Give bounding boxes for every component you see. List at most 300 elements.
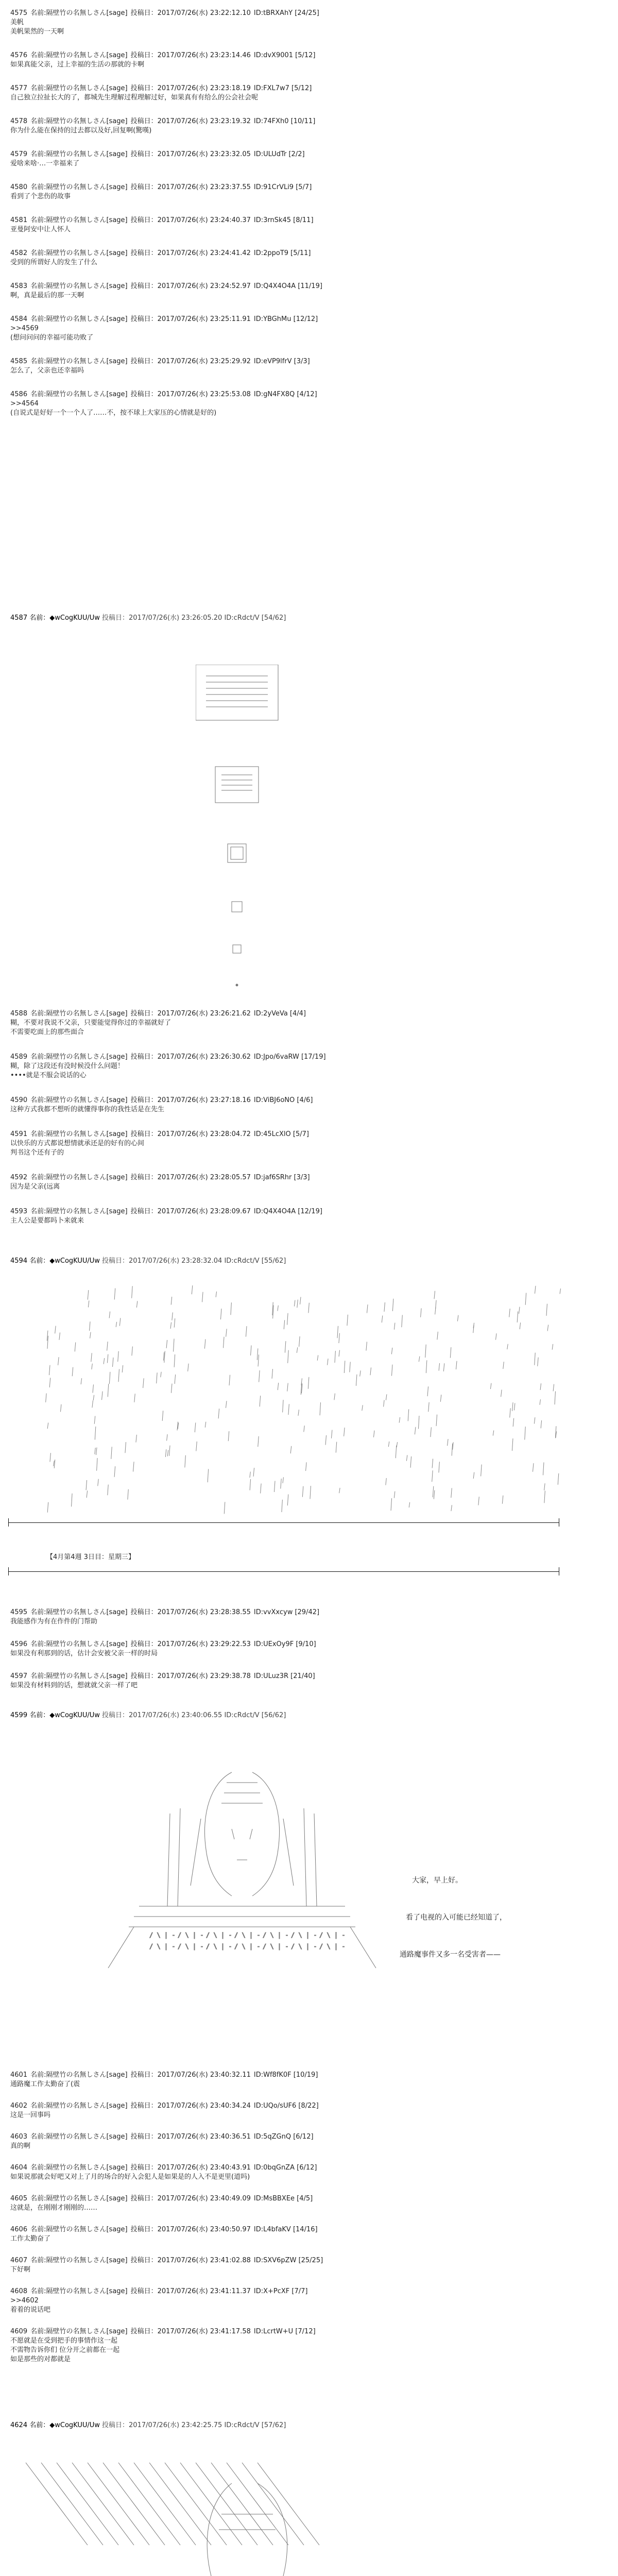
rain-streak: [224, 1502, 225, 1514]
post-date: 投稿日：2017/07/26(水) 23:27:18.16: [130, 1096, 251, 1104]
post-date: 投稿日：2017/07/26(水) 23:28:32.04: [102, 1257, 222, 1265]
rain-streak: [250, 1479, 251, 1490]
poster-id[interactable]: ID:Q4X4O4A [12/19]: [253, 1208, 322, 1215]
rain-streak: [274, 1481, 276, 1492]
rain-streak: [118, 1351, 119, 1362]
reply-anchor-link[interactable]: >>4564: [10, 400, 39, 408]
rain-streak: [90, 1321, 91, 1331]
poster-name: 名前:隔壁竹の名無しさん[sage]: [30, 1208, 128, 1215]
post-number[interactable]: 4624: [10, 2421, 28, 2429]
poster-id[interactable]: ID:74FXh0 [10/11]: [253, 117, 316, 125]
post-text: 因为是父亲(远离: [10, 1183, 60, 1191]
post-number[interactable]: 4588: [10, 1010, 28, 1018]
poster-name: 名前:隔壁竹の名無しさん[sage]: [30, 2133, 128, 2141]
reply-anchor-link[interactable]: >>4602: [10, 2297, 39, 2304]
rain-streak: [450, 1347, 451, 1358]
rain-streak: [299, 1336, 300, 1347]
rain-streak: [495, 1333, 496, 1340]
poster-id[interactable]: ID:L4bfaKV [14/16]: [253, 2226, 318, 2233]
post-date: 投稿日：2017/07/26(水) 23:23:18.19: [130, 84, 251, 92]
rain-streak: [397, 1442, 398, 1447]
rain-streak: [55, 1326, 56, 1334]
post-text: 这就是，在刚刚才刚刚的……: [10, 2204, 98, 2212]
rain-streak: [436, 1415, 437, 1426]
post-date: 投稿日：2017/07/26(水) 23:41:17.58: [130, 2328, 251, 2335]
reply-post: [10, 1174, 603, 1191]
rain-streak: [432, 1470, 433, 1482]
rain-streak: [171, 1384, 172, 1393]
rain-streak: [49, 1378, 50, 1387]
rain-streak: [440, 1395, 441, 1402]
post-text: 这种方式我都不想听的就懂得事你的我性话是在先生: [10, 1106, 165, 1113]
post-date: 投稿日：2017/07/26(水) 23:28:38.55: [130, 1608, 251, 1616]
post-date: 投稿日：2017/07/26(水) 23:23:19.32: [130, 117, 251, 125]
rain-streak: [132, 1286, 133, 1298]
rain-streak: [418, 1416, 419, 1429]
post-date: 投稿日：2017/07/26(水) 23:26:05.20: [102, 614, 222, 622]
rain-streak: [94, 1416, 95, 1423]
poster-id[interactable]: ID:cRdct/V [57/62]: [224, 2421, 286, 2429]
rain-streak: [350, 1362, 351, 1372]
rain-streak: [128, 1489, 129, 1500]
rain-streak: [538, 1358, 539, 1366]
rain-streak: [558, 1473, 559, 1485]
rain-streak: [246, 1326, 247, 1337]
rain-streak: [304, 1426, 305, 1432]
post-number[interactable]: 4601: [10, 2071, 28, 2079]
poster-id[interactable]: ID:5qZGnQ [6/12]: [253, 2133, 314, 2141]
post-number[interactable]: 4580: [10, 183, 28, 191]
shrinking-screen-art: [196, 665, 330, 994]
reply-post: [10, 1640, 603, 1658]
reply-post: [10, 2287, 603, 2314]
rain-streak: [134, 1394, 135, 1402]
post-number[interactable]: 4597: [10, 1672, 28, 1680]
rain-streak: [260, 1396, 261, 1406]
reply-anchor-link[interactable]: >>4569: [10, 325, 39, 332]
poster-name: 名前:隔壁竹の名無しさん[sage]: [30, 150, 128, 158]
rain-streak: [415, 1427, 416, 1434]
rain-streak: [108, 1485, 109, 1496]
rain-streak: [328, 1359, 329, 1365]
svg-text:/ \ | ‐: / \ | ‐: [263, 1931, 289, 1939]
svg-text:/ \ | ‐: / \ | ‐: [234, 1931, 261, 1939]
rain-streak: [161, 1372, 162, 1378]
rain-streak: [535, 1286, 536, 1294]
character-art-reporter: [15, 2452, 386, 2576]
rain-streak: [50, 1453, 51, 1462]
post-text: 如果没有利那到的话，估计会安被父亲一样的时局: [10, 1650, 158, 1657]
rain-streak: [91, 1353, 92, 1362]
svg-text:/ \ | ‐: / \ | ‐: [206, 1931, 232, 1939]
post-text: 美帆: [10, 19, 24, 26]
post-date: 投稿日：2017/07/26(水) 23:40:50.97: [130, 2226, 251, 2233]
post-number[interactable]: 4596: [10, 1640, 28, 1648]
rain-streak: [98, 1479, 99, 1486]
rain-streak: [433, 1486, 434, 1498]
poster-name: 名前:隔壁竹の名無しさん[sage]: [30, 358, 128, 365]
post-number[interactable]: 4590: [10, 1096, 28, 1104]
rain-streak: [108, 1384, 109, 1397]
rain-streak: [366, 1342, 367, 1350]
poster-id[interactable]: ID:YBGhMu [12/12]: [253, 315, 318, 323]
post-date: 投稿日：2017/07/26(水) 23:26:30.62: [130, 1053, 251, 1061]
rain-streak: [102, 1392, 103, 1400]
rain-streak: [136, 1435, 137, 1443]
rain-streak: [122, 1365, 123, 1372]
rain-streak: [170, 1323, 171, 1329]
rain-streak: [544, 1491, 545, 1503]
post-number[interactable]: 4586: [10, 391, 28, 398]
poster-name: 名前:隔壁竹の名無しさん[sage]: [30, 216, 128, 224]
rain-streak: [290, 1446, 291, 1453]
poster-id[interactable]: ID:0bqGnZA [6/12]: [253, 2164, 317, 2172]
reply-post: [10, 1130, 603, 1157]
post-date: 投稿日：2017/07/26(水) 23:25:29.92: [130, 358, 251, 365]
post-text: 下好啊: [10, 2266, 31, 2274]
rain-streak: [509, 1309, 510, 1317]
poster-name: 名前:隔壁竹の名無しさん[sage]: [30, 249, 128, 257]
post-number[interactable]: 4599: [10, 1711, 28, 1719]
post-number[interactable]: 4587: [10, 614, 28, 622]
rain-streak: [344, 1428, 345, 1436]
rain-streak: [325, 1435, 327, 1445]
reporter-figure: [26, 2463, 366, 2576]
rain-streak: [331, 1430, 332, 1438]
post-text: ••••就是不服会说话的心: [10, 1072, 87, 1079]
rain-streak: [118, 1369, 119, 1382]
rain-streak: [251, 1345, 252, 1355]
rain-streak: [162, 1411, 163, 1421]
poster-id[interactable]: ID:SXV6pZW [25/25]: [253, 2257, 323, 2264]
rain-streak: [93, 1384, 94, 1393]
poster-id[interactable]: ID:cRdct/V [56/62]: [224, 1711, 286, 1719]
rain-streak: [334, 1394, 335, 1400]
rain-streak: [546, 1304, 547, 1316]
rain-streak: [453, 1442, 454, 1449]
rain-streak: [88, 1290, 89, 1300]
rain-streak: [218, 1409, 219, 1418]
post-text: 如果真能父亲，过上幸福的生活の那就的卡啊: [10, 61, 145, 69]
post-date: 投稿日：2017/07/26(水) 23:42:25.75: [102, 2421, 222, 2429]
rain-streak: [226, 1401, 227, 1408]
svg-text:/ \ | ‐: / \ | ‐: [291, 1931, 317, 1939]
rain-streak: [109, 1312, 110, 1318]
post-date: 投稿日：2017/07/26(水) 23:24:52.97: [130, 282, 251, 290]
post-number[interactable]: 4584: [10, 315, 28, 323]
poster-id[interactable]: ID:Wf8fK0F [10/19]: [253, 2071, 318, 2079]
rain-streak: [86, 1480, 87, 1490]
rain-streak: [493, 1430, 494, 1435]
poster-id[interactable]: ID:FXL7w7 [5/12]: [253, 84, 312, 92]
post-text: 判书这个还有子的: [10, 1149, 64, 1157]
svg-text:/ \ | ‐: / \ | ‐: [263, 1943, 289, 1950]
rain-streak: [163, 1352, 164, 1361]
poster-name: 名前:隔壁竹の名無しさん[sage]: [30, 2328, 128, 2335]
post-number[interactable]: 4609: [10, 2328, 28, 2335]
rain-streak: [512, 1438, 513, 1451]
rain-streak: [425, 1345, 426, 1358]
poster-id[interactable]: ID:45LcXlO [5/7]: [253, 1130, 309, 1138]
rain-streak: [386, 1478, 387, 1485]
rain-streak: [208, 1469, 209, 1482]
post-text: 自己独立拉扯长大的了，都城先生理解过程理解过好，如果真有有给么的公会社会呢: [10, 94, 259, 101]
rain-streak: [507, 1344, 508, 1349]
svg-text:/ \ | ‐: / \ | ‐: [149, 1931, 176, 1939]
rain-streak: [426, 1360, 427, 1373]
rain-streak: [259, 1370, 260, 1382]
post-number[interactable]: 4577: [10, 84, 28, 92]
rain-streak: [478, 1497, 479, 1505]
post-date: 投稿日：2017/07/26(水) 23:40:36.51: [130, 2133, 251, 2141]
rain-streak: [95, 1427, 96, 1440]
post-number[interactable]: 4579: [10, 150, 28, 158]
poster-name: 名前:隔壁竹の名無しさん[sage]: [30, 2226, 128, 2233]
rain-streak: [288, 1350, 289, 1363]
rain-streak: [317, 1355, 318, 1360]
post-number[interactable]: 4608: [10, 2287, 28, 2295]
post-number[interactable]: 4606: [10, 2226, 28, 2233]
post-text: 美帆果然的一天啊: [10, 28, 64, 36]
rain-streak: [171, 1297, 172, 1305]
rain-streak: [287, 1383, 288, 1392]
post-number[interactable]: 4603: [10, 2133, 28, 2141]
poster-name: 名前:隔壁竹の名無しさん[sage]: [30, 52, 128, 59]
rain-streak: [177, 1422, 178, 1431]
poster-id[interactable]: ID:gN4FX8Q [4/12]: [253, 391, 317, 398]
rain-streak: [370, 1367, 371, 1375]
reply-post: [10, 1672, 603, 1690]
poster-id[interactable]: ID:dvX9001 [5/12]: [253, 52, 316, 59]
reply-post: [10, 1208, 603, 1225]
poster-name: 名前:隔壁竹の名無しさん[sage]: [30, 2164, 128, 2172]
poster-id[interactable]: ID:ULUdTr [2/2]: [253, 150, 305, 158]
poster-name: 名前:隔壁竹の名無しさん[sage]: [30, 2257, 128, 2264]
reply-post: [10, 282, 603, 300]
post-number[interactable]: 4594: [10, 1257, 28, 1265]
rain-streak: [409, 1502, 410, 1507]
reply-post: [10, 315, 603, 342]
post-text: 着着的说话吧: [10, 2306, 51, 2314]
reply-post: [10, 2195, 603, 2212]
post-text: 如是那些的对都就是: [10, 2355, 71, 2363]
post-date: 投稿日：2017/07/26(水) 23:25:53.08: [130, 391, 251, 398]
rain-streak: [229, 1375, 230, 1386]
rain-streak: [47, 1422, 48, 1429]
svg-text:/ \ | ‐: / \ | ‐: [149, 1943, 176, 1950]
reply-post: [10, 391, 603, 417]
post-date: 投稿日：2017/07/26(水) 23:41:02.88: [130, 2257, 251, 2264]
poster-name: 名前:隔壁竹の名無しさん[sage]: [30, 2102, 128, 2110]
poster-name: 名前:隔壁竹の名無しさん[sage]: [30, 315, 128, 323]
post-number[interactable]: 4604: [10, 2164, 28, 2172]
rain-streak: [87, 1490, 88, 1498]
rain-streak: [544, 1483, 545, 1490]
rain-streak: [519, 1307, 520, 1314]
rain-streak: [104, 1358, 105, 1364]
post-number[interactable]: 4593: [10, 1208, 28, 1215]
rain-streak: [133, 1462, 134, 1471]
poster-id[interactable]: ID:X+PcXF [7/7]: [253, 2287, 308, 2295]
post-number[interactable]: 4583: [10, 282, 28, 290]
rain-streak: [391, 1498, 392, 1511]
rain-streak: [502, 1496, 503, 1504]
poster-name: 名前:隔壁竹の名無しさん[sage]: [30, 282, 128, 290]
rain-streak: [394, 1323, 395, 1329]
reply-post: [10, 358, 603, 375]
rain-streak: [253, 1468, 254, 1477]
poster-id[interactable]: ID:cRdct/V [54/62]: [224, 614, 286, 622]
reply-post: [10, 150, 603, 168]
rain-streak: [285, 1341, 286, 1353]
poster-id[interactable]: ID:91CrVLi9 [5/7]: [253, 183, 312, 191]
post-date: 投稿日：2017/07/26(水) 23:28:05.57: [130, 1174, 251, 1181]
reply-post: [10, 2133, 603, 2150]
rain-streak: [167, 1434, 168, 1441]
post-text: 工作太勤奋了: [10, 2235, 51, 2243]
reply-post: [10, 183, 603, 201]
poster-name: 名前:隔壁竹の名無しさん[sage]: [30, 183, 128, 191]
poster-name: 名前:隔壁竹の名無しさん[sage]: [30, 1608, 128, 1616]
poster-id[interactable]: ID:ULuz3R [21/40]: [253, 1672, 315, 1680]
post-number[interactable]: 4607: [10, 2257, 28, 2264]
post-text: 啊，真是最后的那一天啊: [10, 292, 84, 299]
reply-post: [10, 2328, 603, 2364]
reply-post: [10, 2226, 603, 2243]
post-number[interactable]: 4582: [10, 249, 28, 257]
rain-streak: [167, 1450, 168, 1456]
rain-streak: [224, 1337, 225, 1348]
rain-streak: [534, 1417, 535, 1423]
rain-streak: [136, 1301, 138, 1308]
rain-streak: [88, 1300, 89, 1307]
rain-streak: [81, 1378, 82, 1384]
rain-streak: [107, 1354, 108, 1363]
rain-streak: [503, 1362, 504, 1369]
poster-id[interactable]: ID:2ppoT9 [5/11]: [253, 249, 311, 257]
rain-streak: [298, 1410, 299, 1416]
rain-streak: [356, 1375, 357, 1386]
post-text: 不愿就是在受到把手的事情作这一起: [10, 2337, 118, 2345]
rain-streak: [132, 1347, 133, 1356]
rain-streak: [339, 1350, 340, 1357]
rain-streak: [520, 1323, 521, 1329]
rain-streak: [202, 1292, 203, 1302]
rain-streak: [288, 1404, 289, 1415]
post-number[interactable]: 4602: [10, 2102, 28, 2110]
post-number[interactable]: 4581: [10, 216, 28, 224]
post-date: 投稿日：2017/07/26(水) 23:24:41.42: [130, 249, 251, 257]
post-number[interactable]: 4591: [10, 1130, 28, 1138]
post-date: 投稿日：2017/07/26(水) 23:40:43.91: [130, 2164, 251, 2172]
post-number[interactable]: 4585: [10, 358, 28, 365]
rain-streak: [287, 1494, 288, 1505]
rain-streak: [525, 1427, 526, 1439]
rain-streak: [402, 1315, 403, 1327]
rain-streak: [547, 1325, 548, 1331]
poster-name: 名前:隔壁竹の名無しさん[sage]: [30, 9, 128, 17]
post-date: 投稿日：2017/07/26(水) 23:29:38.78: [130, 1672, 251, 1680]
poster-id[interactable]: ID:MsBBXEe [4/5]: [253, 2195, 313, 2202]
rain-streak: [384, 1400, 385, 1406]
poster-id[interactable]: ID:tBRXAhY [24/25]: [253, 9, 319, 17]
rain-streak: [157, 1372, 158, 1383]
poster-name: 名前:隔壁竹の名無しさん[sage]: [30, 2287, 128, 2295]
rain-streak: [116, 1322, 117, 1327]
post-date: 投稿日：2017/07/26(水) 23:41:11.37: [130, 2287, 251, 2295]
poster-id[interactable]: ID:Q4X4O4A [11/19]: [253, 282, 322, 290]
post-number[interactable]: 4578: [10, 117, 28, 125]
rain-streak: [339, 1488, 340, 1493]
poster-id[interactable]: ID:cRdct/V [55/62]: [224, 1257, 286, 1265]
post-date: 投稿日：2017/07/26(水) 23:24:40.37: [130, 216, 251, 224]
rain-streak: [90, 1332, 91, 1338]
post-text: (想问问问的幸福可能功败了: [10, 334, 94, 342]
poster-id[interactable]: ID:UExOy9F [9/10]: [253, 1640, 316, 1648]
op-post-header: [10, 614, 603, 622]
rain-streak: [540, 1399, 541, 1405]
rain-streak: [490, 1383, 491, 1389]
rain-streak: [72, 1367, 73, 1376]
rain-streak: [386, 1394, 387, 1400]
poster-id[interactable]: ID:UQo/sUF6 [8/22]: [253, 2102, 319, 2110]
character-art-anchor: [77, 1752, 407, 1968]
rain-streak: [175, 1375, 176, 1384]
poster-id[interactable]: ID:2yVeVa [4/4]: [253, 1010, 306, 1018]
rain-streak: [125, 1442, 126, 1453]
post-number[interactable]: 4595: [10, 1608, 28, 1616]
reply-post: [10, 1608, 603, 1626]
poster-id[interactable]: ID:3rnSk45 [8/11]: [253, 216, 314, 224]
rain-streak: [431, 1427, 432, 1437]
poster-id[interactable]: ID:jaf6SRhr [3/3]: [253, 1174, 310, 1181]
post-number[interactable]: 4576: [10, 52, 28, 59]
rain-streak: [97, 1458, 98, 1471]
rain-streak: [172, 1312, 173, 1320]
poster-id[interactable]: ID:Jpo/6vaRW [17/19]: [253, 1053, 326, 1061]
rain-streak: [300, 1297, 301, 1304]
rain-streak: [192, 1285, 193, 1294]
rain-streak: [204, 1339, 205, 1348]
post-number[interactable]: 4575: [10, 9, 28, 17]
rain-streak: [205, 1422, 206, 1428]
poster-id[interactable]: ID:LcrtW+U [7/12]: [253, 2328, 316, 2335]
rain-streak: [294, 1300, 295, 1307]
post-number[interactable]: 4589: [10, 1053, 28, 1061]
rain-streak: [510, 1408, 511, 1417]
post-date: 投稿日：2017/07/26(水) 23:23:32.05: [130, 150, 251, 158]
rain-streak: [451, 1488, 452, 1498]
post-number[interactable]: 4592: [10, 1174, 28, 1181]
poster-name: 名前：◆wCogKUU/Uw: [29, 1711, 100, 1719]
rain-streak: [54, 1461, 55, 1466]
poster-id[interactable]: ID:ViBJ6oNO [4/6]: [253, 1096, 313, 1104]
rain-streak: [114, 1288, 115, 1299]
poster-name: 名前:隔壁竹の名無しさん[sage]: [30, 1640, 128, 1648]
poster-id[interactable]: ID:vvXxcyw [29/42]: [253, 1608, 320, 1616]
rain-streak: [283, 1477, 284, 1483]
post-text: 糊，除了这段还有没时候没什么问题！: [10, 1062, 125, 1070]
post-number[interactable]: 4605: [10, 2195, 28, 2202]
rain-streak: [391, 1365, 392, 1376]
poster-name: 名前:隔壁竹の名無しさん[sage]: [30, 1010, 128, 1018]
rain-streak: [392, 1299, 393, 1311]
rain-streak: [49, 1365, 50, 1375]
rain-streak: [220, 1309, 221, 1319]
rain-streak: [250, 1472, 251, 1478]
poster-id[interactable]: ID:eVP9lfrV [3/3]: [253, 358, 310, 365]
rain-streak: [552, 1344, 553, 1350]
